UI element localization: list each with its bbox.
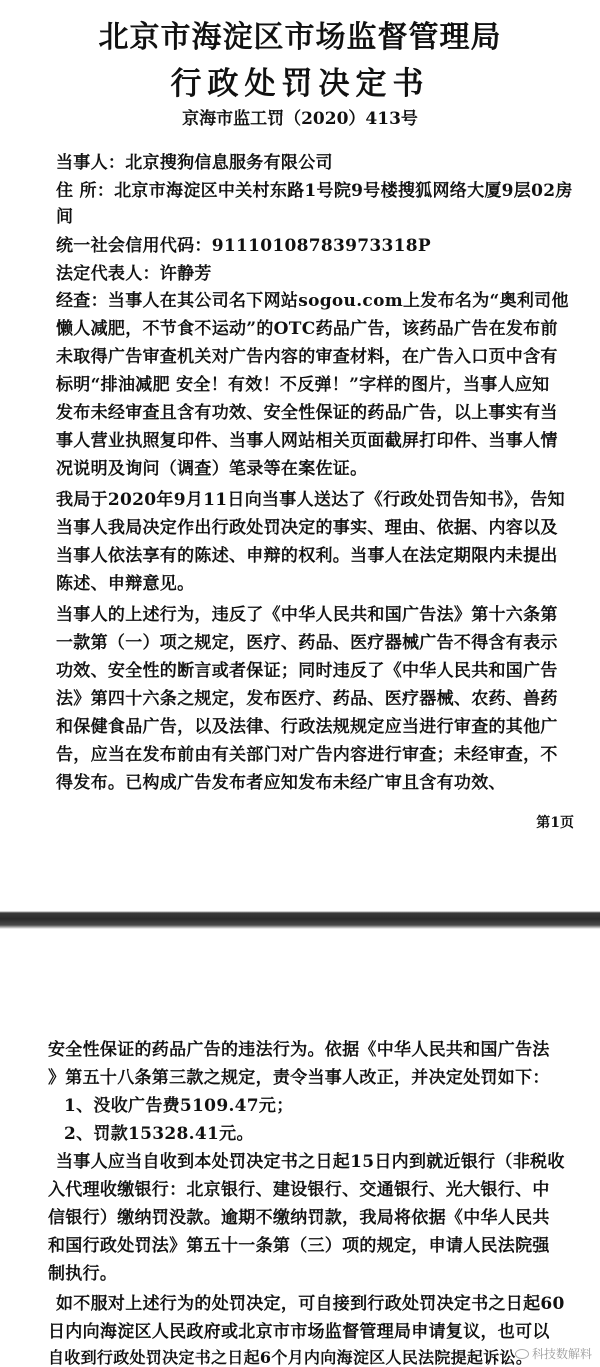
text-line: 标明“排油减肥 安全！有效！不反弹！”字样的图片，当事人应知 <box>56 375 550 395</box>
text-line: 日内向海淀区人民政府或北京市市场监督管理局申请复议，也可以 <box>48 1322 550 1342</box>
text-line: 当事人依法享有的陈述、申辩的权利。当事人在法定期限内未提出 <box>56 546 558 566</box>
legal-rep-line: 法定代表人：许静芳 <box>56 264 212 284</box>
address-line-cont: 间 <box>56 207 74 227</box>
text-line: 信银行）缴纳罚没款。逾期不缴纳罚款，我局将依据《中华人民共 <box>48 1208 550 1228</box>
text-line: 自收到行政处罚决定书之日起6个月内向海淀区人民法院提起诉讼。 <box>48 1348 533 1367</box>
text-line: 入代理收缴银行：北京银行、建设银行、交通银行、光大银行、中 <box>48 1180 550 1200</box>
document-title: 行政处罚决定书 <box>170 66 430 102</box>
text-line: 得发布。已构成广告发布者应知发布未经广审且含有功效、 <box>56 773 506 793</box>
watermark-text: 科技数解料 <box>531 1347 592 1361</box>
text-line: 和保健食品广告，以及法律、行政法规规定应当进行审查的其他广 <box>56 717 558 737</box>
text-line: 况说明及询问（调查）笔录等在案佐证。 <box>56 459 368 479</box>
text-line: 告，应当在发布前由有关部门对广告内容进行审查；未经审查，不 <box>56 745 558 765</box>
text-line: 未取得广告审查机关对广告内容的审查材料，在广告入口页中含有 <box>56 347 558 367</box>
penalty-item-1: 1、没收广告费5109.47元； <box>64 1096 294 1116</box>
page-number: 第1页 <box>536 815 574 831</box>
document-number: 京海市监工罚（2020）413号 <box>182 109 418 129</box>
page-separator <box>0 905 600 929</box>
text-line: 当事人的上述行为，违反了《中华人民共和国广告法》第十六条第 <box>56 605 558 625</box>
document-page-2 <box>0 929 600 1367</box>
text-line: 陈述、申辩意见。 <box>56 574 195 594</box>
credit-code-line: 统一社会信用代码：91110108783973318P <box>56 236 431 256</box>
wechat-icon <box>515 1349 529 1359</box>
agency-header: 北京市海淀区市场监督管理局 <box>98 20 502 55</box>
text-line: 一款第（一）项之规定，医疗、药品、医疗器械广告不得含有表示 <box>56 633 558 653</box>
text-line: 》第五十八条第三款之规定，责令当事人改正，并决定处罚如下： <box>48 1068 550 1088</box>
text-line: 懒人减肥，不节食不运动”的OTC药品广告，该药品广告在发布前 <box>56 319 558 339</box>
text-line: 当事人我局决定作出行政处罚决定的事实、理由、依据、内容以及 <box>56 518 558 538</box>
text-line: 功效、安全性的断言或者保证；同时违反了《中华人民共和国广告 <box>56 661 558 681</box>
text-line: 法》第四十六条之规定，发布医疗、药品、医疗器械、农药、兽药 <box>56 689 558 709</box>
party-line: 当事人：北京搜狗信息服务有限公司 <box>56 153 333 173</box>
text-line: 发布未经审查且含有功效、安全性保证的药品广告，以上事实有当 <box>56 403 558 423</box>
watermark <box>515 1345 592 1362</box>
address-line: 住 所：北京市海淀区中关村东路1号院9号楼搜狐网络大厦9层02房 <box>56 181 573 201</box>
text-line: 经查：当事人在其公司名下网站sogou.com上发布名为“奥利司他 <box>56 291 569 311</box>
text-line: 如不服对上述行为的处罚决定，可自接到行政处罚决定书之日起60 <box>56 1294 565 1314</box>
text-line: 安全性保证的药品广告的违法行为。依据《中华人民共和国广告法 <box>48 1040 550 1060</box>
text-line: 制执行。 <box>48 1264 118 1284</box>
text-line: 和国行政处罚法》第五十一条第（三）项的规定，申请人民法院强 <box>48 1236 550 1256</box>
text-line: 我局于2020年9月11日向当事人送达了《行政处罚告知书》，告知 <box>56 490 565 510</box>
text-line: 事人营业执照复印件、当事人网站相关页面截屏打印件、当事人情 <box>56 431 558 451</box>
penalty-item-2: 2、罚款15328.41元。 <box>64 1124 254 1144</box>
text-line: 当事人应当自收到本处罚决定书之日起15日内到就近银行（非税收 <box>56 1152 565 1172</box>
